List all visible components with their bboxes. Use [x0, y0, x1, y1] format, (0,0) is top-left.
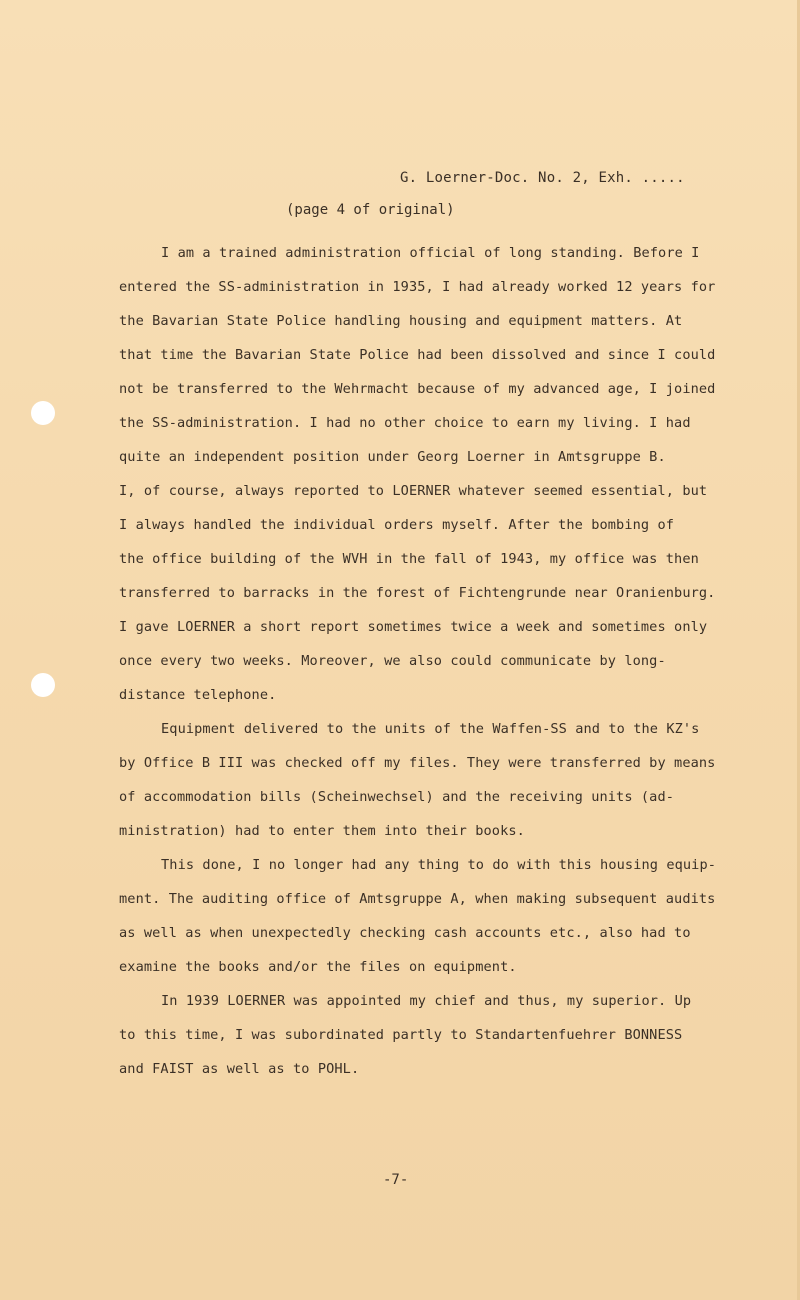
text-line-22: examine the books and/or the files on equipment. — [119, 959, 517, 975]
text-line-23: In 1939 LOERNER was appointed my chief and thus, my superior. Up — [161, 993, 692, 1009]
text-line-12: I gave LOERNER a short report sometimes twice a week and sometimes only — [119, 619, 708, 635]
text-line-17: of accommodation bills (Scheinwechsel) and the receiving units (ad- — [119, 789, 675, 805]
text-line-3: the Bavarian State Police handling housing and equipment matters. At — [119, 313, 683, 329]
page-number: -7- — [383, 1172, 409, 1188]
punch-hole-upper — [31, 401, 55, 425]
text-line-13: once every two weeks. Moreover, we also could communicate by long- — [119, 653, 666, 669]
text-line-25: and FAIST as well as to POHL. — [119, 1061, 360, 1077]
text-line-21: as well as when unexpectedly checking cash accounts etc., also had to — [119, 925, 691, 941]
text-line-16: by Office B III was checked off my files. They were transferred by means — [119, 755, 716, 771]
text-line-19: This done, I no longer had any thing to do with this housing equip- — [161, 857, 717, 873]
text-line-1: I am a trained administration official of long standing. Before I — [161, 245, 700, 261]
text-line-18: ministration) had to enter them into their books. — [119, 823, 525, 839]
text-line-10: the office building of the WVH in the fall of 1943, my office was then — [119, 551, 699, 567]
document-reference: G. Loerner-Doc. No. 2, Exh. ..... — [400, 170, 685, 186]
punch-hole-lower — [31, 673, 55, 697]
text-line-11: transferred to barracks in the forest of Fichtengrunde near Oranienburg. — [119, 585, 716, 601]
text-line-6: the SS-administration. I had no other choice to earn my living. I had — [119, 415, 691, 431]
text-line-9: I always handled the individual orders myself. After the bombing of — [119, 517, 675, 533]
text-line-7: quite an independent position under Georg Loerner in Amtsgruppe B. — [119, 449, 666, 465]
text-line-20: ment. The auditing office of Amtsgruppe A, when making subsequent audits — [119, 891, 716, 907]
page-reference: (page 4 of original) — [286, 202, 455, 218]
text-line-14: distance telephone. — [119, 687, 277, 703]
text-line-4: that time the Bavarian State Police had been dissolved and since I could — [119, 347, 716, 363]
text-line-15: Equipment delivered to the units of the Waffen-SS and to the KZ's — [161, 721, 700, 737]
text-line-2: entered the SS-administration in 1935, I had already worked 12 years for — [119, 279, 716, 295]
text-line-5: not be transferred to the Wehrmacht because of my advanced age, I joined — [119, 381, 716, 397]
document-body — [119, 236, 739, 1086]
text-line-8: I, of course, always reported to LOERNER whatever seemed essential, but — [119, 483, 708, 499]
text-line-24: to this time, I was subordinated partly to Standartenfuehrer BONNESS — [119, 1027, 683, 1043]
